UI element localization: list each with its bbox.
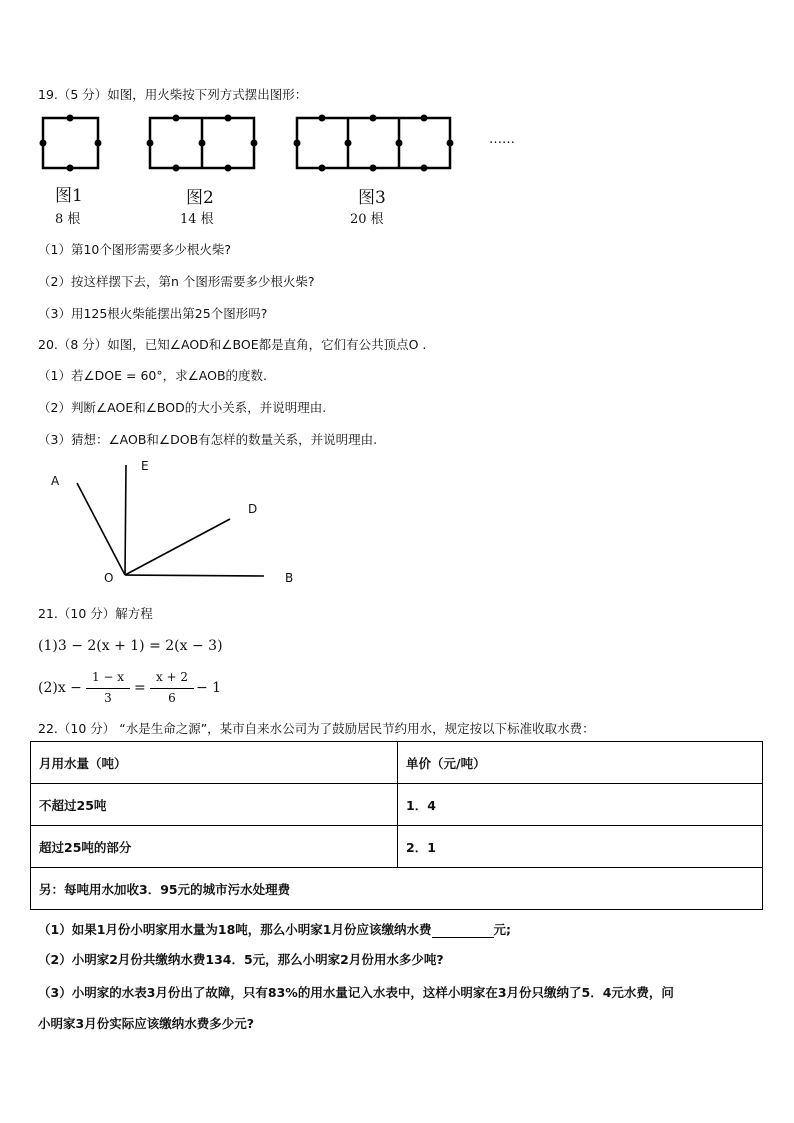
equation-2-frac1-bar [86, 688, 130, 689]
q20-sub1: （1）若∠DOE = 60°，求∠AOB的度数. [38, 368, 268, 383]
point-label-E: E [141, 459, 149, 473]
equation-2-frac2-denominator: 6 [168, 691, 176, 705]
q22-sub2: （2）小明家2月份共缴纳水费134．5元，那么小明家2月份用水多少吨? [38, 952, 444, 967]
equation-2-frac2-numerator: x + 2 [155, 670, 189, 684]
equation-2-prefix: (2)x − [38, 680, 82, 696]
table-cell: 超过25吨的部分 [31, 826, 398, 868]
table-cell: 1．4 [398, 784, 763, 826]
q20-sub2: （2）判断∠AOE和∠BOD的大小关系，并说明理由. [38, 400, 327, 415]
matchstick-figures [30, 108, 550, 178]
table-cell: 不超过25吨 [31, 784, 398, 826]
q22-sub1 [38, 920, 511, 938]
equation-2-equals: = [134, 680, 146, 696]
q22-sub1-text: （1）如果1月份小明家用水量为18吨，那么小明家1月份应该缴纳水费 [38, 922, 432, 937]
equation-2-frac2-bar [150, 688, 194, 689]
figure-1-label: 图1 [55, 186, 83, 206]
figure-2-count: 14 根 [180, 212, 214, 227]
table-header-row [31, 742, 763, 784]
figure-2-label: 图2 [186, 188, 214, 208]
figure-3-squares [297, 118, 450, 168]
figure-ellipsis: …… [489, 132, 515, 147]
table-header-cell: 月用水量（吨） [31, 742, 398, 784]
table-cell: 2．1 [398, 826, 763, 868]
q22-sub3-line2: 小明家3月份实际应该缴纳水费多少元? [38, 1016, 254, 1031]
table-note: 另：每吨用水加收3．95元的城市污水处理费 [31, 868, 763, 910]
table-row [31, 784, 763, 826]
answer-blank [432, 925, 494, 938]
q19-title: 19.（5 分）如图，用火柴按下列方式摆出图形： [38, 87, 308, 102]
table-note-row [31, 868, 763, 910]
equation-1: (1)3 − 2(x + 1) = 2(x − 3) [38, 638, 223, 654]
point-label-B: B [285, 571, 294, 585]
figure-1-squares [43, 118, 98, 168]
water-fee-table [30, 741, 763, 910]
figure-1-count: 8 根 [55, 212, 81, 227]
q21-title: 21.（10 分）解方程 [38, 606, 153, 621]
equation-2-suffix: − 1 [196, 680, 222, 696]
point-label-O: O [104, 571, 114, 585]
q20-title: 20.（8 分）如图，已知∠AOD和∠BOE都是直角，它们有公共顶点O . [38, 337, 427, 352]
q20-sub3: （3）猜想：∠AOB和∠DOB有怎样的数量关系，并说明理由. [38, 432, 378, 447]
q19-sub2: （2）按这样摆下去，第n 个图形需要多少根火柴? [38, 274, 315, 289]
q22-sub3-line1: （3）小明家的水表3月份出了故障，只有83%的用水量记入水表中，这样小明家在3月份只缴纳了5．4元水费，问 [38, 985, 674, 1000]
q19-sub1: （1）第10个图形需要多少根火柴? [38, 242, 231, 257]
table-row [31, 826, 763, 868]
point-label-A: A [51, 474, 60, 488]
table-header-cell: 单价（元/吨） [398, 742, 763, 784]
figure-3-label: 图3 [358, 188, 386, 208]
q19-sub3: （3）用125根火柴能摆出第25个图形吗? [38, 306, 268, 321]
q22-title: 22.（10 分） “水是生命之源”，某市自来水公司为了鼓励居民节约用水，规定按以下标准收取水费： [38, 721, 595, 736]
equation-2-frac1-denominator: 3 [104, 691, 112, 705]
point-label-D: D [248, 502, 258, 516]
q22-sub1-unit: 元; [493, 922, 511, 937]
equation-2-frac1-numerator: 1 − x [91, 670, 125, 684]
figure-3-count: 20 根 [350, 212, 384, 227]
angle-diagram [40, 455, 310, 590]
